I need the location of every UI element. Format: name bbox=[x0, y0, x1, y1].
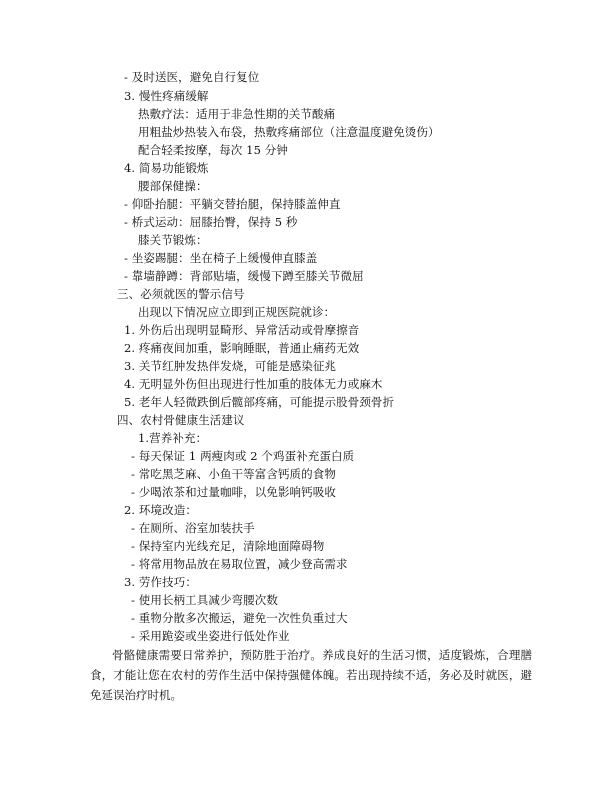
text-gentle-massage: 配合轻柔按摩，每次 15 分钟 bbox=[138, 143, 288, 157]
list-item-bridge-exercise: - 桥式运动：屈膝抬臀，保持 5 秒 bbox=[124, 215, 298, 229]
heading-simple-exercise: 4. 简易功能锻炼 bbox=[124, 161, 209, 175]
list-item-less-tea-coffee: - 少喝浓茶和过量咖啡，以免影响钙吸收 bbox=[131, 485, 336, 499]
subheading-knee-exercise: 膝关节锻炼： bbox=[138, 233, 208, 247]
heading-work-tips: 3. 劳作技巧： bbox=[124, 575, 197, 589]
list-item-calcium-food: - 常吃黑芝麻、小鱼干等富含钙质的食物 bbox=[131, 467, 336, 481]
list-item-long-tools: - 使用长柄工具减少弯腰次数 bbox=[131, 593, 278, 607]
list-item-warning-3: 3. 关节红肿发热伴发烧，可能是感染征兆 bbox=[124, 359, 337, 373]
list-item-protein: - 每天保证 1 两瘦肉或 2 个鸡蛋补充蛋白质 bbox=[131, 449, 355, 463]
list-item-accessible-items: - 将常用物品放在易取位置，减少登高需求 bbox=[131, 557, 348, 571]
list-item-warning-5: 5. 老年人轻微跌倒后髋部疼痛，可能提示股骨颈骨折 bbox=[124, 395, 395, 409]
section-heading-rural-health-advice: 四、农村骨健康生活建议 bbox=[117, 413, 245, 427]
list-item-handrails: - 在厕所、浴室加装扶手 bbox=[131, 521, 255, 535]
heading-chronic-pain-relief: 3. 慢性疼痛缓解 bbox=[124, 89, 209, 103]
text-seek-medical-care: 出现以下情况应立即到正规医院就诊： bbox=[138, 305, 336, 319]
subheading-waist-exercise: 腰部保健操： bbox=[138, 179, 208, 193]
list-item-split-loads: - 重物分散多次搬运，避免一次性负重过大 bbox=[131, 611, 348, 625]
section-heading-warning-signs: 三、必须就医的警示信号 bbox=[117, 287, 245, 301]
list-item-kneel-or-sit: - 采用跪姿或坐姿进行低处作业 bbox=[131, 629, 290, 643]
text-hot-salt-bag: 用粗盐炒热装入布袋，热敷疼痛部位（注意温度避免烫伤） bbox=[138, 125, 440, 139]
list-item-lighting: - 保持室内光线充足，清除地面障碍物 bbox=[131, 539, 325, 553]
closing-paragraph: 骨骼健康需要日常养护，预防胜于治疗。养成良好的生活习惯，适度锻炼，合理膳食，才能让您在农村的劳作生活中保持强健体魄。若出现持续不适，务必及时就医，避免延误治疗时机。 bbox=[90, 648, 532, 702]
list-item-warning-2: 2. 疼痛夜间加重，影响睡眠，普通止痛药无效 bbox=[124, 341, 360, 355]
list-item-send-to-hospital: - 及时送医，避免自行复位 bbox=[124, 70, 260, 84]
list-item-warning-4: 4. 无明显外伤但出现进行性加重的肢体无力或麻木 bbox=[124, 377, 383, 391]
heading-environment: 2. 环境改造： bbox=[124, 503, 197, 517]
text-hot-compress-therapy: 热敷疗法：适用于非急性期的关节酸痛 bbox=[138, 107, 336, 121]
list-item-wall-squat: - 靠墙静蹲：背部贴墙，缓慢下蹲至膝关节微屈 bbox=[124, 269, 364, 283]
heading-nutrition: 1.营养补充： bbox=[138, 431, 208, 445]
list-item-supine-leg-raise: - 仰卧抬腿：平躺交替抬腿，保持膝盖伸直 bbox=[124, 197, 341, 211]
list-item-warning-1: 1. 外伤后出现明显畸形、异常活动或骨摩擦音 bbox=[124, 323, 360, 337]
list-item-seated-kick: - 坐姿踢腿：坐在椅子上缓慢伸直膝盖 bbox=[124, 251, 318, 265]
